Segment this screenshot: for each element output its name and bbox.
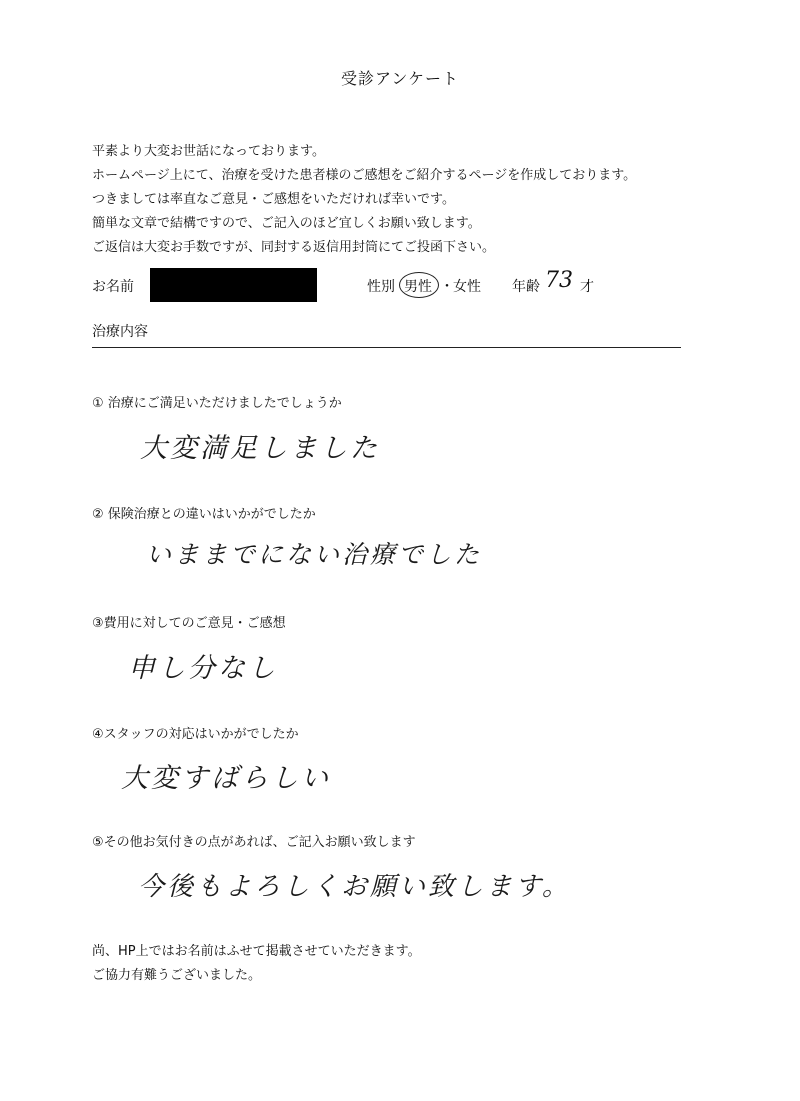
gender-female: 女性 bbox=[453, 279, 481, 295]
question-5: ⑤その他お気付きの点があれば、ご記入お願い致します bbox=[92, 835, 416, 850]
answer-3: 申し分なし bbox=[128, 653, 278, 684]
answer-1: 大変満足しました bbox=[140, 433, 380, 464]
intro-line-2: ホームページ上にて、治療を受けた患者様のご感想をご紹介するページを作成しております。 bbox=[92, 168, 637, 183]
age-unit: 才 bbox=[580, 279, 594, 295]
answer-2: いままでにない治療でした bbox=[146, 540, 483, 569]
outro-line-1: 尚、HP上ではお名前はふせて掲載させていただきます。 bbox=[92, 944, 421, 959]
answer-4: 大変すばらしい bbox=[121, 763, 331, 794]
age-label: 年齢 bbox=[512, 279, 540, 295]
intro-line-4: 簡単な文章で結構ですので、ご記入のほど宜しくお願い致します。 bbox=[92, 216, 481, 231]
intro-line-3: つきましては率直なご意見・ご感想をいただければ幸いです。 bbox=[92, 192, 455, 207]
question-4: ④スタッフの対応はいかがでしたか bbox=[92, 727, 299, 742]
intro-line-1: 平素より大変お世話になっております。 bbox=[92, 144, 325, 159]
question-3: ③費用に対してのご意見・ご感想 bbox=[92, 616, 286, 631]
question-1: ① 治療にご満足いただけましたでしょうか bbox=[92, 396, 342, 411]
redacted-name bbox=[150, 268, 317, 302]
gender-label: 性別 bbox=[367, 279, 395, 295]
treatment-underline bbox=[92, 347, 681, 348]
treatment-label: 治療内容 bbox=[92, 324, 148, 340]
answer-5: 今後もよろしくお願い致します。 bbox=[138, 872, 571, 902]
gender-separator: ・ bbox=[440, 279, 454, 295]
page-title: 受診アンケート bbox=[340, 69, 460, 88]
intro-line-5: ご返信は大変お手数ですが、同封する返信用封筒にてご投函下さい。 bbox=[92, 240, 496, 255]
outro-line-2: ご協力有難うございました。 bbox=[92, 968, 262, 983]
age-value: 73 bbox=[545, 268, 573, 293]
question-2: ② 保険治療との違いはいかがでしたか bbox=[92, 507, 316, 522]
name-label: お名前 bbox=[92, 279, 134, 295]
gender-male: 男性 bbox=[404, 279, 432, 295]
